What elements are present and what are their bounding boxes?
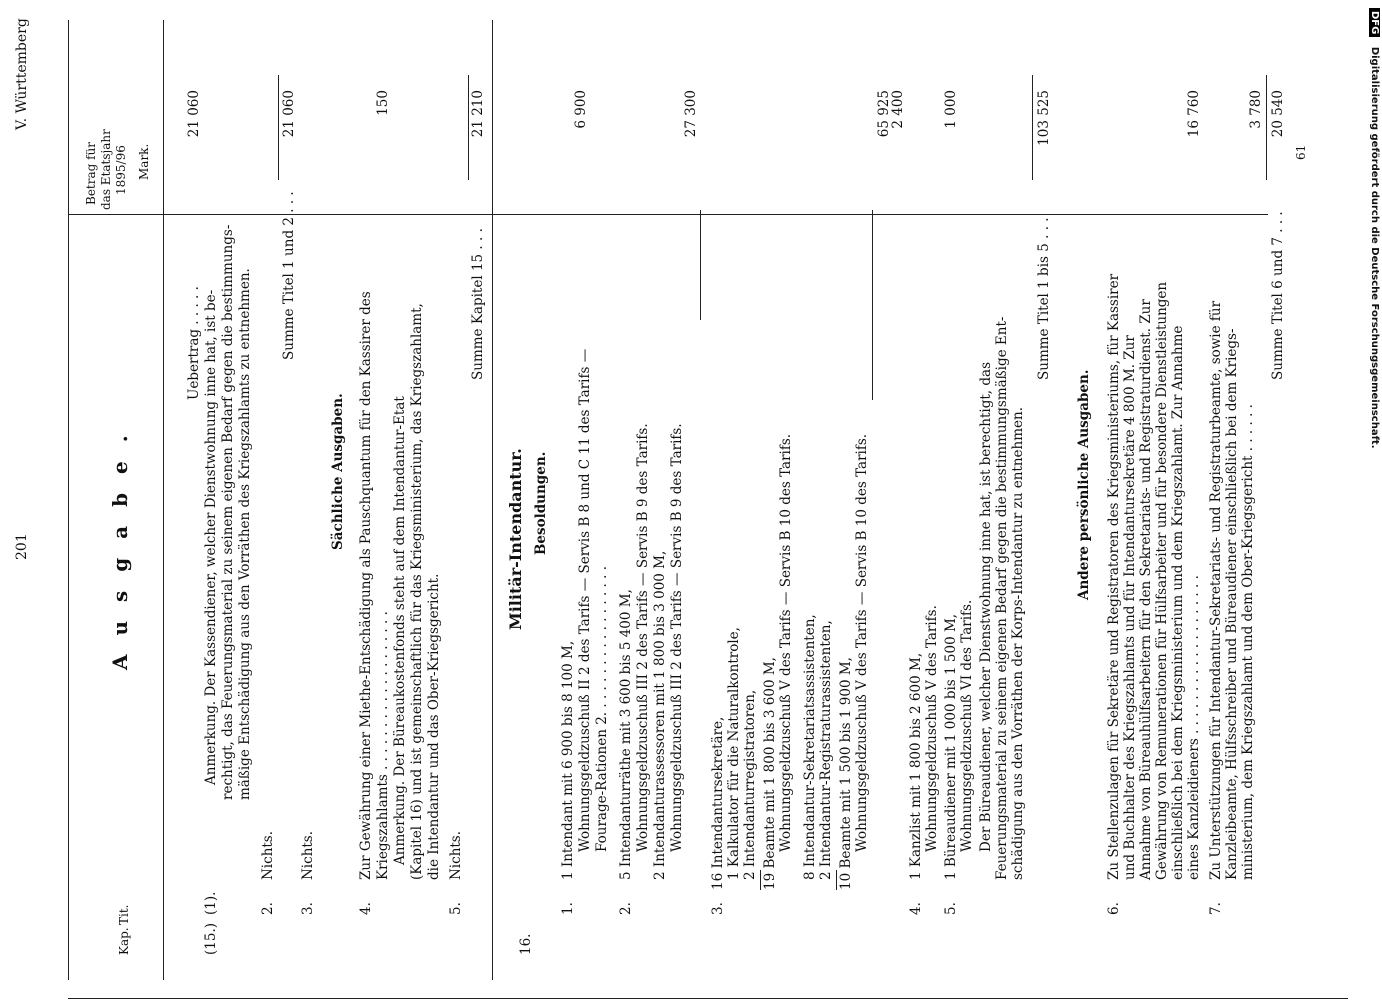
t6-line-1: Zu Stellenzulagen für Sekretäre und Registratoren des Kriegsministeriums, für Kassirer <box>1106 273 1122 880</box>
sum-kapitel-15: Summe Kapitel 15 . . . <box>470 228 486 380</box>
t6-line-2: und Buchhalter des Kriegszahlamts und für Intendantursekretäre 4 800 M. Zur <box>1122 335 1138 880</box>
chapter-rule <box>492 20 493 980</box>
amount-header-1: Betrag für <box>84 141 98 205</box>
b4-line-2: Wohnungsgeldzuschuß V des Tarifs. <box>924 605 940 852</box>
note-1-line-1: Anmerkung. Der Kassendiener, welcher Dienstwohnung inne hat, ist be- <box>203 289 219 785</box>
tit-4: 4. <box>358 902 374 915</box>
table-top-rule <box>68 20 69 980</box>
note-4-line-3: die Intendantur und das Ober-Kriegsgericht. <box>426 573 442 880</box>
uebertrag-label: Uebertrag . . . . . <box>186 286 202 400</box>
sum-kapitel-15-amount: 21 210 <box>470 90 486 138</box>
tit-2: 2. <box>260 902 276 915</box>
tit-6: 6. <box>1106 902 1122 915</box>
t6-line-4: Gewährung von Remunerationen für Hülfsarbeiter und für besondere Dienstleistungen <box>1154 281 1170 880</box>
t7-line-3: ministerium, dem Kriegszahlamt und dem Ober-Kriegsgericht . . . . . . <box>1240 404 1256 880</box>
tit-7: 7. <box>1208 902 1224 915</box>
sum-rule-4 <box>1266 75 1267 180</box>
b1-line-2: Wohnungsgeldzuschuß II 2 des Tarifs — Servis B 8 und C 11 des Tarifs — <box>577 348 593 852</box>
col-kap: Kap. <box>117 927 131 955</box>
sum-tit-6-7: Summe Titel 6 und 7 . . . <box>1270 211 1286 380</box>
t7-amount: 3 780 <box>1248 90 1264 129</box>
b2-line-3: 2 Intendanturassessoren mit 1 800 bis 3 000 M, <box>652 550 668 880</box>
b3-line-9: Wohnungsgeldzuschuß V des Tarifs — Servis B 10 des Tarifs. <box>854 433 870 852</box>
kap-15: (15.) <box>203 922 219 955</box>
tit-5: 5. <box>448 902 464 915</box>
tit-3b: 3. <box>710 902 726 915</box>
table-edge <box>68 998 1348 999</box>
digitalization-note <box>1362 8 1380 998</box>
page-number: 201 <box>14 533 30 560</box>
b3-line-5: Wohnungsgeldzuschuß V des Tarifs — Servis B 10 des Tarifs. <box>778 433 794 852</box>
amount-column-rule <box>68 214 1268 215</box>
b3-line-4: 19 Beamte mit 1 800 bis 3 600 M, <box>762 657 778 890</box>
tit-3: 3. <box>300 902 316 915</box>
b3-rule <box>872 210 873 400</box>
uebertrag-amount: 21 060 <box>186 90 202 138</box>
amount-header-2: das Etatsjahr <box>99 129 113 210</box>
b3-sum-rule-1 <box>760 870 761 890</box>
b3-line-7: 2 Intendantur-Registraturassistenten, <box>818 620 834 880</box>
b2-amount: 27 300 <box>683 90 699 138</box>
tit-2b: 2. <box>618 902 634 915</box>
b5-line-3: Der Büreaudiener, welcher Dienstwohnung inne hat, ist berechtigt, das <box>978 361 994 852</box>
b2-line-4: Wohnungsgeldzuschuß III 2 des Tarifs — Servis B 9 des Tarifs. <box>669 423 685 852</box>
tit-1b: 1. <box>560 902 576 915</box>
b3-line-3: 2 Intendanturregistratoren, <box>742 689 758 880</box>
b1-line-3: Fourage-Rationen 2. . . . . . . . . . . . . . . . . . <box>594 566 610 852</box>
nichts-2: Nichts. <box>260 830 276 880</box>
section-besoldungen: Besoldungen. <box>533 451 549 555</box>
section-saechliche: Sächliche Ausgaben. <box>330 393 346 550</box>
tit-4b: 4. <box>908 902 924 915</box>
state-heading: V. Württemberg <box>14 18 30 130</box>
header-bottom-rule <box>163 20 164 980</box>
t6-line-6: eines Kanzleidieners . . . . . . . . . . . . . . . . . . . <box>1186 575 1202 880</box>
sum-rule-2 <box>468 75 469 180</box>
t6-amount: 16 760 <box>1186 90 1202 138</box>
note-4-line-2: (Kapitel 16) und ist gemeinschaftlich für das Kriegsministerium, das Kriegszahlamt, <box>409 303 425 880</box>
b2-rule <box>700 210 701 320</box>
footer-note: 61 <box>1294 144 1308 160</box>
b1-amount: 6 900 <box>573 90 589 129</box>
b5-line-1: 1 Büreaudiener mit 1 000 bis 1 500 M, <box>943 613 959 880</box>
nichts-3: Nichts. <box>300 830 316 880</box>
tit-4-line-1: Zur Gewährung einer Miethe-Entschädigung als Pauschquantum für den Kassirer des <box>358 291 374 880</box>
b3-sum-rule-2 <box>836 870 837 890</box>
b2-line-1: 5 Intendanturräthe mit 3 600 bis 5 400 M, <box>618 589 634 880</box>
digitalization-text: Digitalisierung gefördert durch die Deutsche Forschungsgemeinschaft. <box>1369 46 1380 449</box>
sum-rule-1 <box>278 75 279 180</box>
b3-amount-2: 2 400 <box>890 90 906 129</box>
t6-line-5: einschließlich bei dem Kriegsministerium und dem Kriegszahlamt. Zur Annahme <box>1170 325 1186 880</box>
note-1-line-2: rechtigt, das Feuerungsmaterial zu seinem eigenen Bedarf gegen die bestimmungs- <box>220 224 236 800</box>
sum-rule-3 <box>1032 75 1033 180</box>
b5-line-5: schädigung aus den Vorräthen der Korps-Intendantur zu entnehmen. <box>1010 407 1026 880</box>
unit-label: Mark. <box>137 143 151 180</box>
dfg-badge: DFG <box>1369 8 1380 37</box>
sum-tit-6-7-amount: 20 540 <box>1270 90 1286 138</box>
col-tit: Tit. <box>117 904 131 925</box>
tit-1: (1). <box>203 891 219 915</box>
t7-line-2: Kanzleibeamte, Hülfsschreiber und Büreaudiener einschließlich bei dem Kriegs- <box>1224 328 1240 880</box>
kap-16: 16. <box>518 933 534 955</box>
b5-line-4: Feuerungsmaterial zu seinem eigenen Bedarf gegen die bestimmungsmäßige Ent- <box>994 316 1010 880</box>
amount-header-3: 1895/96 <box>114 145 128 195</box>
nichts-5: Nichts. <box>448 830 464 880</box>
b4-line-1: 1 Kanzlist mit 1 800 bis 2 600 M, <box>908 652 924 880</box>
sum-tit-1-5-amount: 103 525 <box>1036 90 1052 146</box>
t7-line-1: Zu Unterstützungen für Intendantur-Sekretariats- und Registraturbeamte, sowie für <box>1208 300 1224 880</box>
note-4-line-1: Anmerkung. Der Büreaukostenfonds steht auf dem Intendantur-Etat <box>392 396 408 865</box>
b1-line-1: 1 Intendant mit 6 900 bis 8 100 M, <box>560 640 576 880</box>
b3-amount-1: 65 925 <box>876 90 892 138</box>
t6-line-3: Annahme von Büreauhülfsarbeitern für den Sekretariats- und Registraturdienst. Zur <box>1138 299 1154 880</box>
section-andere: Andere persönliche Ausgaben. <box>1076 369 1092 600</box>
section-militaer-intendantur: Militär-Intendantur. <box>506 448 525 630</box>
b5-amount: 1 000 <box>943 90 959 129</box>
tit-4-line-2: Kriegszahlamts . . . . . . . . . . . . . . . . . . . <box>375 611 391 880</box>
sum-tit-1-2-amount: 21 060 <box>281 90 297 138</box>
tit-4-amount: 150 <box>375 90 391 116</box>
note-1-line-3: mäßige Entschädigung aus den Vorräthen des Kriegszahlamts zu entnehmen. <box>237 268 253 800</box>
ausgabe-title: A u s g a b e . <box>108 429 132 670</box>
b3-line-2: 1 Kalkulator für die Naturalkontrole, <box>726 627 742 880</box>
b3-line-6: 8 Intendantur-Sekretariatsassistenten, <box>802 614 818 880</box>
sum-tit-1-2: Summe Titel 1 und 2 . . . <box>281 191 297 360</box>
b3-line-1: 16 Intendantursekretäre, <box>710 716 726 890</box>
b3-line-8: 10 Beamte mit 1 500 bis 1 900 M, <box>838 657 854 890</box>
sum-tit-1-5: Summe Titel 1 bis 5 . . . <box>1036 217 1052 380</box>
tit-5b: 5. <box>943 902 959 915</box>
b2-line-2: Wohnungsgeldzuschuß III 2 des Tarifs — Servis B 9 des Tarifs. <box>635 423 651 852</box>
b5-line-2: Wohnungsgeldzuschuß VI des Tarifs. <box>959 599 975 852</box>
